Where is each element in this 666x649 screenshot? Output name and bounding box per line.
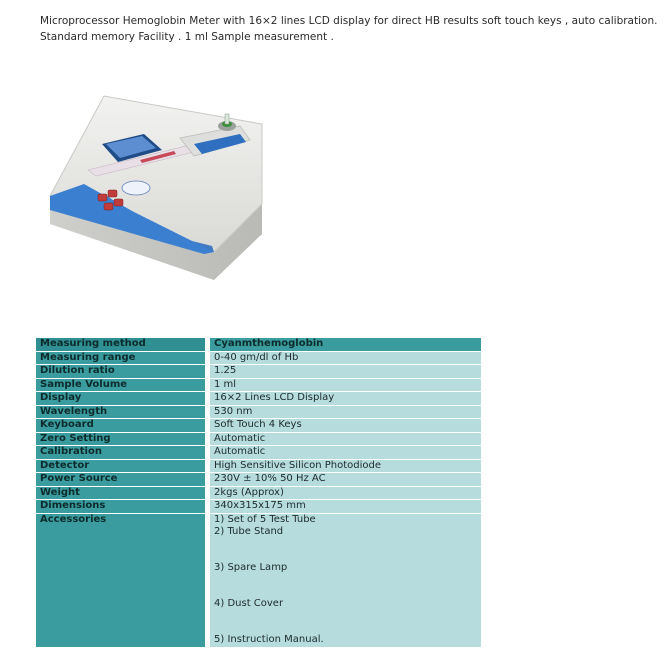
spec-key: Accessories xyxy=(36,514,210,647)
spec-key: Measuring method xyxy=(36,338,210,351)
spec-key: Dimensions xyxy=(36,500,210,513)
accessories-list xyxy=(214,514,477,647)
table-row xyxy=(36,433,481,446)
table-row xyxy=(36,365,481,378)
accessories-cell xyxy=(210,514,481,647)
spec-value: 230V ± 10% 50 Hz AC xyxy=(210,473,481,486)
spec-value: 1.25 xyxy=(210,365,481,378)
accessories-row xyxy=(36,514,481,647)
spec-key: Wavelength xyxy=(36,406,210,419)
product-description: Microprocessor Hemoglobin Meter with 16×2 lines LCD display for direct HB results soft touch keys , auto calibration. Standard memory Facility . 1 ml Sample measurement . xyxy=(40,15,658,43)
spec-value: High Sensitive Silicon Photodiode xyxy=(210,460,481,473)
table-row xyxy=(36,446,481,459)
list-item: 1) Set of 5 Test Tube xyxy=(214,513,316,525)
spec-key: Display xyxy=(36,392,210,405)
table-row xyxy=(36,473,481,486)
spec-key: Measuring range xyxy=(36,352,210,365)
list-item: 5) Instruction Manual. xyxy=(214,634,324,645)
table-header-row xyxy=(36,338,481,351)
spec-key: Detector xyxy=(36,460,210,473)
table-row xyxy=(36,500,481,513)
spec-value: Automatic xyxy=(210,446,481,459)
spec-value: 530 nm xyxy=(210,406,481,419)
spec-value: Soft Touch 4 Keys xyxy=(210,419,481,432)
table-row xyxy=(36,487,481,500)
spec-value: Automatic xyxy=(210,433,481,446)
table-row xyxy=(36,419,481,432)
spec-key: Dilution ratio xyxy=(36,365,210,378)
hemoglobin-meter-photo xyxy=(44,84,266,284)
spec-key: Zero Setting xyxy=(36,433,210,446)
table-row xyxy=(36,352,481,365)
spec-value: 16×2 Lines LCD Display xyxy=(210,392,481,405)
table-row xyxy=(36,406,481,419)
spec-value: 1 ml xyxy=(210,379,481,392)
spec-key: Calibration xyxy=(36,446,210,459)
specifications-table xyxy=(36,337,481,648)
table-row xyxy=(36,460,481,473)
spec-key: Power Source xyxy=(36,473,210,486)
spec-value: Cyanmthemoglobin xyxy=(210,338,481,351)
spec-value: 340x315x175 mm xyxy=(210,500,481,513)
table-row xyxy=(36,392,481,405)
list-item: 4) Dust Cover xyxy=(214,598,284,609)
spec-value: 0-40 gm/dl of Hb xyxy=(210,352,481,365)
table-row xyxy=(36,379,481,392)
list-item: 3) Spare Lamp xyxy=(214,562,288,573)
list-item: 2) Tube Stand xyxy=(214,526,284,537)
spec-key: Weight xyxy=(36,487,210,500)
spec-key: Keyboard xyxy=(36,419,210,432)
spec-key: Sample Volume xyxy=(36,379,210,392)
spec-value: 2kgs (Approx) xyxy=(210,487,481,500)
